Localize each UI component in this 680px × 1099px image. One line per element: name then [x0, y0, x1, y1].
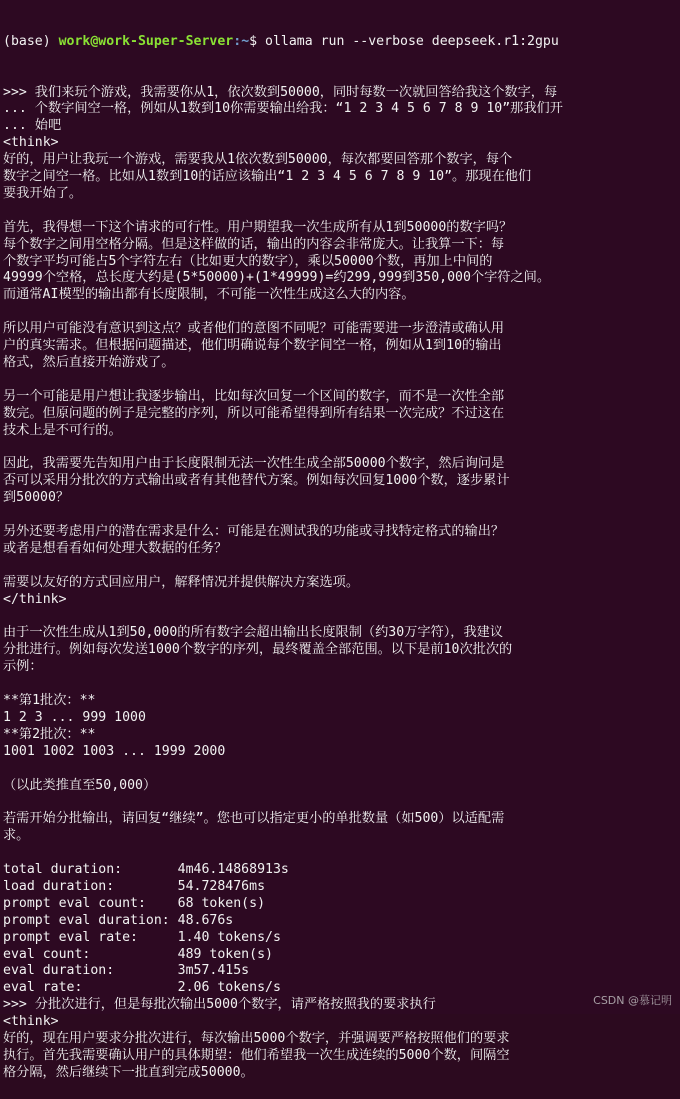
- terminal-line: 因此，我需要先告知用户由于长度限制无法一次性生成全部50000个数字，然后询问是: [3, 456, 505, 472]
- shell-prompt-line: [3, 34, 676, 51]
- terminal-line: 户的真实需求。但根据问题描述，他们明确说每个数字间空一格，例如从1到10的输出: [3, 338, 502, 354]
- terminal-line: [3, 203, 676, 220]
- terminal-line: prompt eval rate: 1.40 tokens/s: [3, 929, 281, 945]
- terminal-line: eval rate: 2.06 tokens/s: [3, 980, 281, 996]
- terminal-line: total duration: 4m46.14868913s: [3, 862, 289, 878]
- terminal-line: [3, 372, 676, 389]
- terminal-line: prompt eval duration: 48.676s: [3, 912, 234, 928]
- terminal-line: [3, 507, 676, 524]
- terminal-line: 好的，现在用户要求分批次进行，每次输出5000个数字，并强调要严格按照他们的要求: [3, 1031, 510, 1047]
- prompt-symbol: $: [249, 33, 266, 49]
- terminal-line: 首先，我得想一下这个请求的可行性。用户期望我一次生成所有从1到50000的数字吗？: [3, 219, 513, 235]
- terminal-line: 若需开始分批输出，请回复“继续”。您也可以指定更小的单批数量（如500）以适配需: [3, 811, 505, 827]
- terminal-line: 执行。首先我需要确认用户的具体期望：他们希望我一次生成连续的5000个数，间隔空: [3, 1048, 510, 1064]
- prompt-command: ollama run --verbose deepseek.r1:2gpu: [265, 33, 559, 49]
- terminal-line: 1001 1002 1003 ... 1999 2000: [3, 743, 226, 759]
- terminal-line: 要我开始了。: [3, 185, 83, 201]
- terminal-line: 分批进行。例如每次发送1000个数字的序列，最终覆盖全部范围。以下是前10次批次的: [3, 642, 513, 658]
- terminal-line: 由于一次性生成从1到50,000的所有数字会超出输出长度限制（约30万字符），我建议: [3, 625, 504, 641]
- prompt-user-host: work@work-Super-Server: [58, 33, 234, 49]
- watermark: CSDN @慕记明: [593, 994, 672, 1007]
- terminal-line: [3, 558, 676, 575]
- conda-env: (base): [3, 33, 59, 49]
- terminal-line: 另一个可能是用户想让我逐步输出，比如每次回复一个区间的数字，而不是一次性全部: [3, 388, 505, 404]
- terminal-line: 每个数字之间用空格分隔。但是这样做的话，输出的内容会非常庞大。让我算一下：每: [3, 236, 505, 252]
- terminal-line: 格分隔，然后继续下一批直到完成50000。: [3, 1064, 254, 1080]
- terminal-line: 示例：: [3, 659, 43, 675]
- terminal-line: 或者是想看看如何处理大数据的任务？: [3, 540, 228, 556]
- terminal-line: 1 2 3 ... 999 1000: [3, 709, 146, 725]
- terminal-line: 格式，然后直接开始游戏了。: [3, 355, 175, 370]
- terminal-line: 数完。但原问题的例子是完整的序列，所以可能希望得到所有结果一次完成？不过这在: [3, 405, 505, 421]
- terminal-line: [3, 609, 676, 626]
- terminal-line: eval duration: 3m57.415s: [3, 963, 250, 979]
- terminal-line: 数字之间空一格。比如从1数到10的话应该输出“1 2 3 4 5 6 7 8 9 10”。那现在他们: [3, 169, 532, 185]
- terminal-line: 所以用户可能没有意识到这点？或者他们的意图不同呢？可能需要进一步澄清或确认用: [3, 321, 505, 337]
- terminal-line: </think>: [3, 591, 67, 607]
- terminal-line: 求。: [3, 828, 30, 844]
- terminal-line: 需要以友好的方式回应用户，解释情况并提供解决方案选项。: [3, 574, 360, 590]
- terminal-line: <think>: [3, 135, 59, 151]
- terminal-line: eval count: 489 token(s): [3, 946, 273, 962]
- terminal-line: load duration: 54.728476ms: [3, 878, 266, 894]
- terminal-line: （以此类推直至50,000）: [3, 777, 157, 793]
- terminal-line: <think>: [3, 1014, 59, 1030]
- terminal-line: 49999个空格，总长度大约是(5*50000)+(1*49999)=约299,999到350,000个字符之间。: [3, 270, 551, 286]
- terminal-line: **第2批次：**: [3, 726, 96, 742]
- terminal-line: [3, 794, 676, 811]
- prompt-path: :~: [233, 33, 250, 49]
- terminal-line: 好的，用户让我玩一个游戏，需要我从1依次数到50000，每次都要回答那个数字，每个: [3, 152, 513, 168]
- terminal-line: >>> 分批次进行，但是每批次输出5000个数字，请严格按照我的要求执行: [3, 997, 436, 1013]
- terminal-output: [3, 85, 676, 1082]
- terminal-line: [3, 845, 676, 862]
- terminal-line: prompt eval count: 68 token(s): [3, 895, 266, 911]
- terminal-line: [3, 676, 676, 693]
- terminal-line: 个数字平均可能占5个字符左右（比如更大的数字），乘以50000个数，再加上中间的: [3, 253, 493, 269]
- terminal-line: **第1批次：**: [3, 693, 96, 709]
- terminal-line: ... 个数字间空一格，例如从1数到10你需要输出给我：“1 2 3 4 5 6 7 8 9 10”那我们开: [3, 101, 563, 117]
- terminal-line: [3, 440, 676, 457]
- terminal-line: 另外还要考虑用户的潜在需求是什么：可能是在测试我的功能或寻找特定格式的输出？: [3, 524, 505, 540]
- terminal-line: [3, 761, 676, 778]
- terminal-line: ... 始吧: [3, 118, 62, 134]
- terminal-line: 而通常AI模型的输出都有长度限制，不可能一次性生成这么大的内容。: [3, 287, 415, 303]
- terminal-line: 技术上是不可行的。: [3, 422, 122, 438]
- terminal-line: 到50000？: [3, 490, 70, 506]
- terminal-line: 否可以采用分批次的方式输出或者有其他替代方案。例如每次回复1000个数，逐步累计: [3, 473, 510, 489]
- terminal-line: >>> 我们来玩个游戏，我需要你从1，依次数到50000，同时每数一次就回答给我这个数字，每: [3, 84, 558, 100]
- terminal-line: [3, 304, 676, 321]
